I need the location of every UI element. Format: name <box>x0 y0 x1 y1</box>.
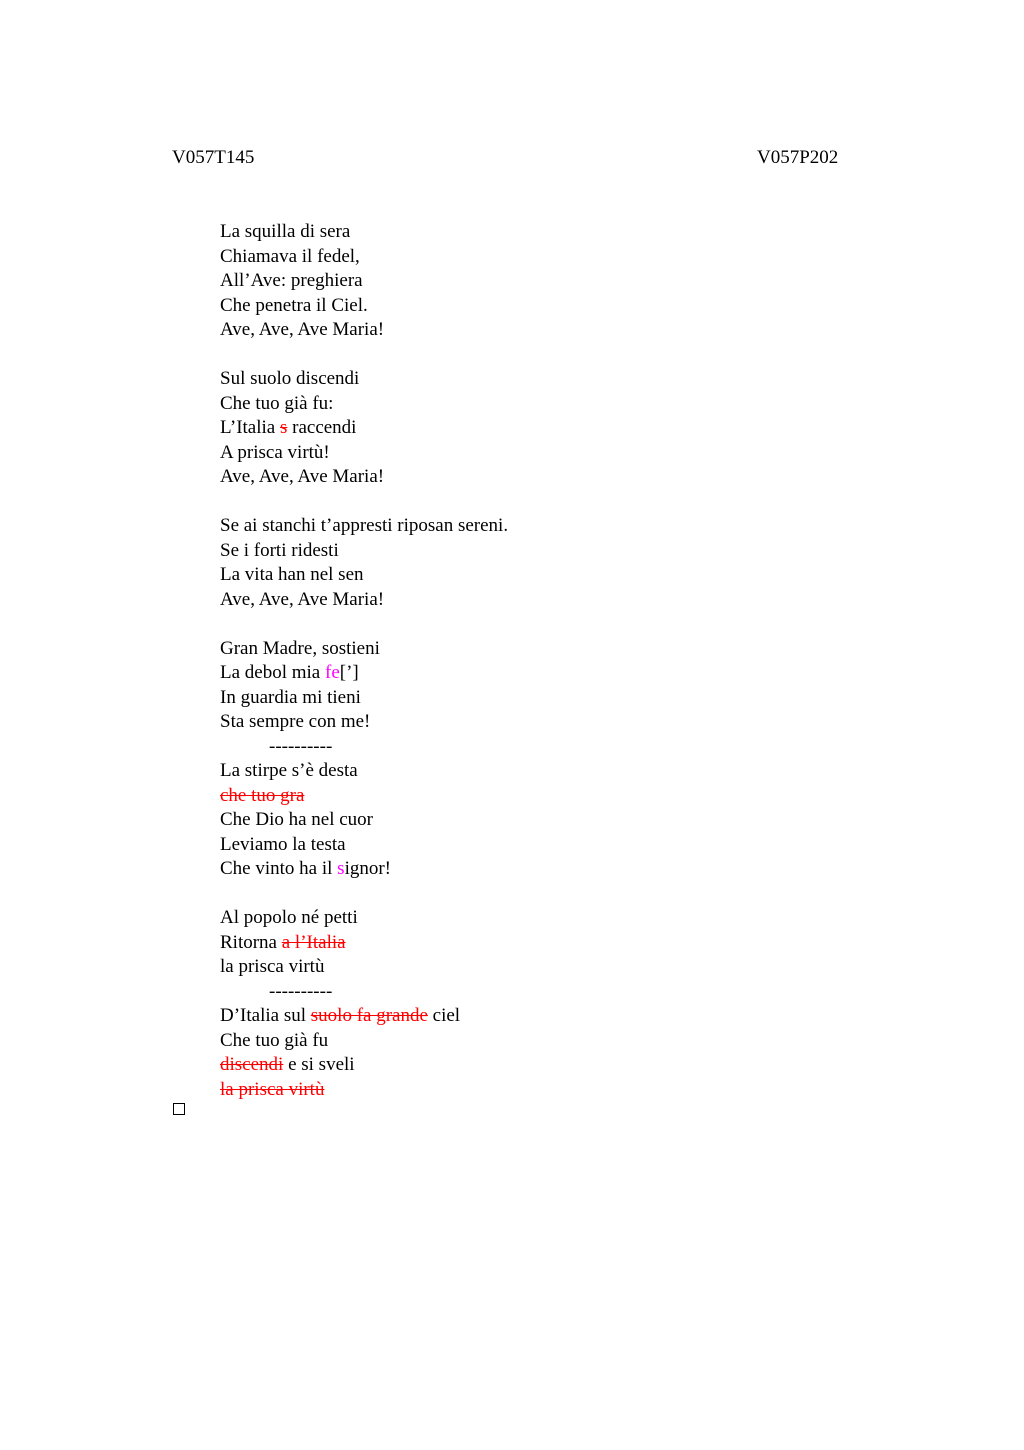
text-segment: Ritorna <box>220 931 282 953</box>
text-segment: L’Italia <box>220 417 280 438</box>
poem-line: Leviamo la testa <box>220 833 346 855</box>
poem-line <box>220 1078 508 1103</box>
deleted-text: a l’Italia <box>281 931 346 953</box>
deleted-text: che tuo gra <box>220 784 305 806</box>
poem-line <box>220 857 508 882</box>
text-segment: ciel <box>427 1005 461 1026</box>
poem-line: A prisca virtù! <box>220 441 330 463</box>
inserted-text: s <box>337 858 345 879</box>
header-left-code: V057T145 <box>172 147 255 168</box>
section-separator: ---------- <box>269 980 333 1002</box>
deleted-text: la prisca virtù <box>220 1078 325 1100</box>
poem-line: Che tuo già fu <box>220 1029 329 1051</box>
poem-line: Ave, Ave, Ave Maria! <box>220 588 385 610</box>
poem-line: La stirpe s’è desta <box>220 760 358 781</box>
poem-line: La squilla di sera <box>220 221 351 242</box>
poem-line: Che Dio ha nel cuor <box>220 809 374 830</box>
poem-line <box>220 1053 508 1078</box>
poem-line: Sul suolo discendi <box>220 368 360 389</box>
poem-text <box>220 220 508 1102</box>
stanza-gap <box>220 882 508 907</box>
text-segment: ignor! <box>344 858 391 879</box>
stanza-gap <box>220 612 508 637</box>
deleted-text: suolo fa grande <box>310 1005 428 1026</box>
text-segment: La debol mia <box>220 662 325 683</box>
poem-line: Che penetra il Ciel. <box>220 294 368 316</box>
poem-line <box>220 1004 508 1029</box>
poem-line <box>220 416 508 441</box>
poem-line: Ave, Ave, Ave Maria! <box>220 466 385 487</box>
section-separator: ---------- <box>269 735 333 757</box>
poem-line: Al popolo né petti <box>220 907 358 928</box>
text-segment: e si sveli <box>283 1054 355 1075</box>
deleted-text: discendi <box>220 1054 284 1075</box>
poem-line <box>220 931 508 956</box>
poem-line <box>220 784 508 809</box>
poem-line: Sta sempre con me! <box>220 711 371 732</box>
deleted-text: s <box>279 417 288 438</box>
poem-line: La vita han nel sen <box>220 564 364 585</box>
poem-line: Ave, Ave, Ave Maria! <box>220 319 385 340</box>
text-segment: D’Italia sul <box>220 1005 311 1026</box>
poem-line <box>220 661 508 686</box>
poem-line: Che tuo già fu: <box>220 392 334 414</box>
poem-line: Se ai stanchi t’appresti riposan sereni. <box>220 515 509 536</box>
header-right-code: V057P202 <box>757 147 839 168</box>
inserted-text: fe <box>325 662 340 683</box>
poem-line: Gran Madre, sostieni <box>220 637 380 659</box>
text-segment: Che vinto ha il <box>220 858 338 879</box>
poem-line: All’Ave: preghiera <box>220 270 363 291</box>
stanza-gap <box>220 490 508 515</box>
text-segment: [’] <box>339 662 359 683</box>
poem-line: In guardia mi tieni <box>220 686 361 708</box>
poem-line: la prisca virtù <box>220 956 325 977</box>
poem-line: Se i forti ridesti <box>220 539 339 561</box>
text-segment: raccendi <box>287 417 357 438</box>
poem-line: Chiamava il fedel, <box>220 245 360 267</box>
stanza-gap <box>220 343 508 368</box>
square-outline-icon <box>173 1103 185 1115</box>
